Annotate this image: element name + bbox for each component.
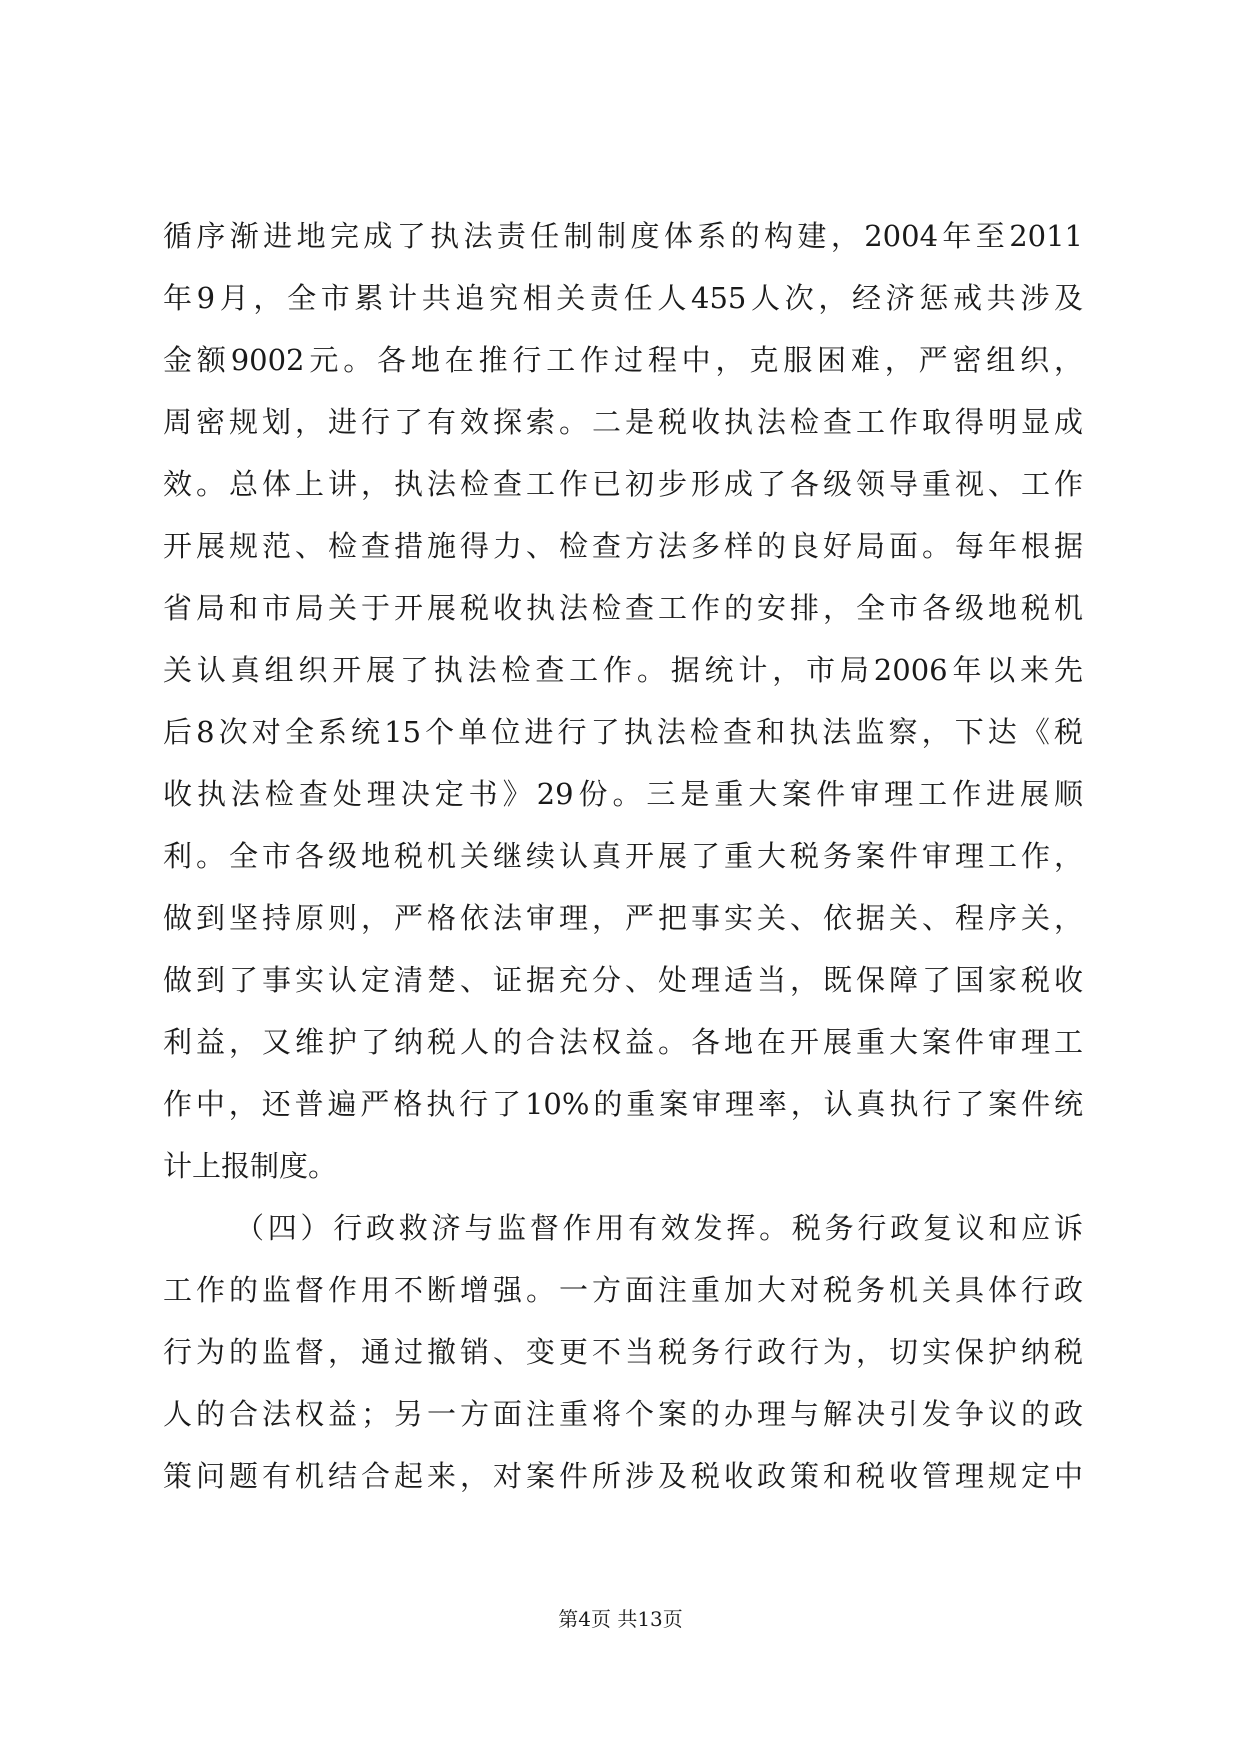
- text-line: 行为的监督，通过撤销、变更不当税务行政行为，切实保护纳税: [163, 1335, 1083, 1369]
- text-line: 做到坚持原则，严格依法审理，严把事实关、依据关、程序关，: [163, 901, 1083, 935]
- text-line: 效。总体上讲，执法检查工作已初步形成了各级领导重视、工作: [163, 467, 1083, 501]
- text-line: 利益，又维护了纳税人的合法权益。各地在开展重大案件审理工: [163, 1025, 1083, 1059]
- text-line: 省局和市局关于开展税收执法检查工作的安排，全市各级地税机: [163, 591, 1083, 625]
- text-line: 周密规划，进行了有效探索。二是税收执法检查工作取得明显成: [163, 405, 1083, 439]
- text-line: 循序渐进地完成了执法责任制制度体系的构建，2004年至2011: [163, 219, 1083, 253]
- text-line: 后8次对全系统15个单位进行了执法检查和执法监察，下达《税: [163, 715, 1083, 749]
- text-line: 作中，还普遍严格执行了10%的重案审理率，认真执行了案件统: [163, 1087, 1083, 1121]
- text-line: 做到了事实认定清楚、证据充分、处理适当，既保障了国家税收: [163, 963, 1083, 997]
- text-line: 开展规范、检查措施得力、检查方法多样的良好局面。每年根据: [163, 529, 1083, 563]
- text-line: 策问题有机结合起来，对案件所涉及税收政策和税收管理规定中: [163, 1459, 1083, 1493]
- page-number: 第4页 共13页: [558, 1607, 683, 1631]
- text-line: 计上报制度。: [163, 1149, 338, 1183]
- text-line: 金额9002元。各地在推行工作过程中，克服困难，严密组织，: [163, 343, 1083, 377]
- text-line: 关认真组织开展了执法检查工作。据统计，市局2006年以来先: [163, 653, 1083, 687]
- text-line: 收执法检查处理决定书》29份。三是重大案件审理工作进展顺: [163, 777, 1083, 811]
- text-line: 年9月，全市累计共追究相关责任人455人次，经济惩戒共涉及: [163, 281, 1083, 315]
- body-text: [163, 205, 1083, 1507]
- section-heading-line: （四）行政救济与监督作用有效发挥。税务行政复议和应诉: [235, 1211, 1083, 1245]
- text-line: 利。全市各级地税机关继续认真开展了重大税务案件审理工作，: [163, 839, 1083, 873]
- text-line: 人的合法权益；另一方面注重将个案的办理与解决引发争议的政: [163, 1397, 1083, 1431]
- text-line: 工作的监督作用不断增强。一方面注重加大对税务机关具体行政: [163, 1273, 1083, 1307]
- page-footer: [0, 1605, 1241, 1633]
